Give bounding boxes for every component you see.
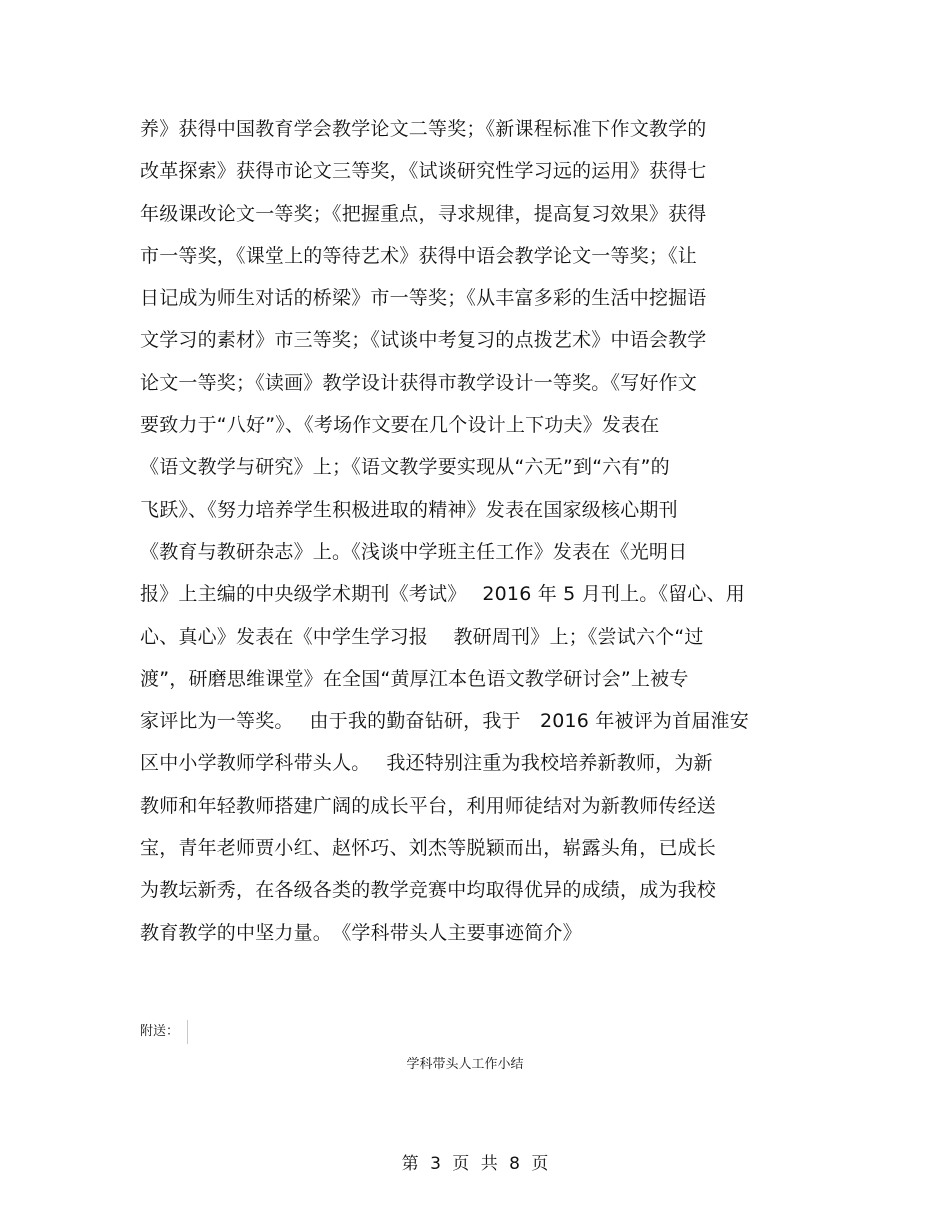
body-line: 报》上主编的中央级学术期刊《考试》 2016 年 5 月刊上。《留心、用 bbox=[140, 583, 746, 606]
appendix-label: 附送： bbox=[140, 1024, 180, 1039]
body-line: 日记成为师生对话的桥梁》市一等奖；《从丰富多彩的生活中挖掘语 bbox=[140, 287, 707, 310]
body-line: 心、真心》发表在《中学生学习报 教研周刊》上；《尝试六个“过 bbox=[140, 625, 704, 648]
body-line: 论文一等奖；《读画》教学设计获得市教学设计一等奖。《写好作文 bbox=[140, 371, 698, 394]
body-line: 要致力于“八好”》、《考场作文要在几个设计上下功夫》发表在 bbox=[140, 414, 660, 437]
body-line: 文学习的素材》市三等奖；《试谈中考复习的点拨艺术》中语会教学 bbox=[140, 329, 707, 352]
body-line: 宝，青年老师贾小红、赵怀巧、刘杰等脱颖而出，崭露头角，已成长 bbox=[140, 837, 717, 860]
page-number: 第 3 页 共 8 页 bbox=[401, 1154, 549, 1174]
body-line: 市一等奖，《课堂上的等待艺术》获得中语会教学论文一等奖；《让 bbox=[140, 244, 698, 267]
body-line: 改革探索》获得市论文三等奖，《试谈研究性学习远的运用》获得七 bbox=[140, 160, 707, 183]
body-line: 养》获得中国教育学会教学论文二等奖；《新课程标准下作文教学的 bbox=[140, 118, 707, 140]
body-line: 年级课改论文一等奖；《把握重点，寻求规律，提高复习效果》获得 bbox=[140, 202, 707, 225]
body-line: 区中小学教师学科带头人。 我还特别注重为我校培养新教师，为新 bbox=[140, 752, 713, 775]
body-line: 飞跃》、《努力培养学生积极进取的精神》发表在国家级核心期刊 bbox=[140, 498, 678, 521]
body-text bbox=[140, 108, 820, 954]
text-cursor-divider bbox=[187, 1020, 188, 1044]
body-line: 《教育与教研杂志》上。《浅谈中学班主任工作》发表在《光明日 bbox=[140, 540, 688, 563]
body-line: 教育教学的中坚力量。 《学科带头人主要事迹简介》 bbox=[140, 921, 582, 944]
body-line: 家评比为一等奖。 由于我的勤奋钻研，我于 2016 年被评为首届淮安 bbox=[140, 710, 749, 733]
body-line: 为教坛新秀，在各级各类的教学竞赛中均取得优异的成绩，成为我校 bbox=[140, 879, 717, 902]
body-line: 教师和年轻教师搭建广阔的成长平台，利用师徒结对为新教师传经送 bbox=[140, 794, 717, 817]
body-line: 渡”，研磨思维课堂》在全国“黄厚江本色语文教学研讨会”上被专 bbox=[140, 667, 689, 690]
appendix-title: 学科带头人工作小结 bbox=[406, 1057, 524, 1072]
body-line: 《语文教学与研究》上；《语文教学要实现从“六无”到“六有”的 bbox=[140, 456, 670, 479]
